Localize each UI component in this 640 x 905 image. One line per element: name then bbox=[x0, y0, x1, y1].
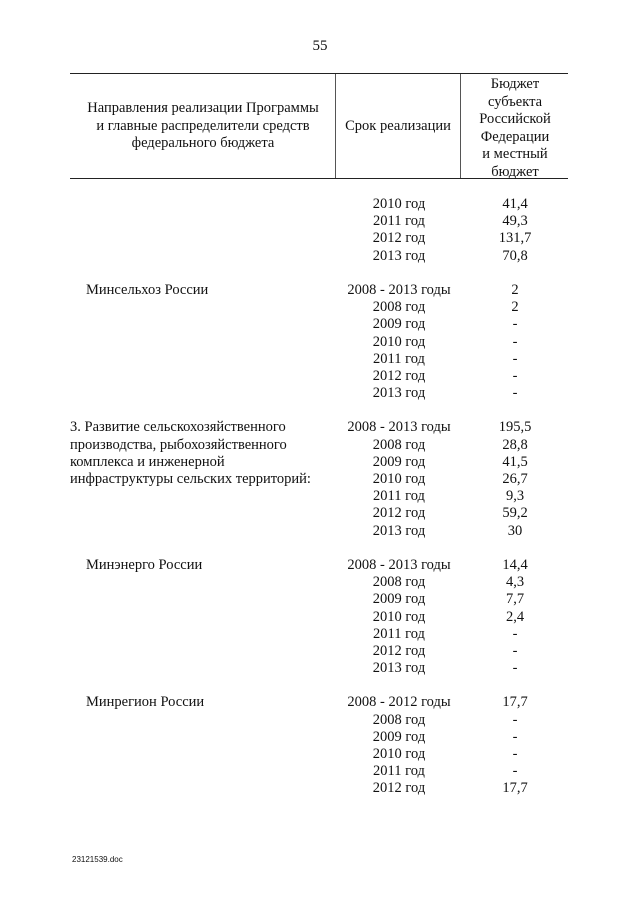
table-row bbox=[70, 230, 570, 247]
table-row bbox=[70, 488, 570, 505]
row-budget-value: - bbox=[512, 367, 518, 384]
row-period: 2009 год bbox=[372, 453, 426, 470]
row-period: 2010 год bbox=[372, 196, 426, 212]
row-period: 2011 год bbox=[373, 350, 425, 367]
row-period: 2011 год bbox=[373, 625, 425, 642]
row-period: 2008 - 2013 годы bbox=[347, 281, 451, 298]
row-budget-value: 30 bbox=[507, 522, 523, 539]
header-budget bbox=[462, 76, 568, 181]
table-row bbox=[70, 196, 570, 213]
header-budget-line: Бюджет bbox=[490, 76, 540, 92]
header-budget-line: Федерации bbox=[480, 128, 550, 145]
table-row bbox=[70, 626, 570, 643]
header-directions bbox=[72, 100, 334, 153]
row-period: 2009 год bbox=[372, 728, 426, 745]
row-budget-value: - bbox=[512, 385, 518, 402]
row-budget-value: 14,4 bbox=[502, 556, 528, 573]
row-budget-value: 131,7 bbox=[498, 230, 532, 247]
row-period: 2010 год bbox=[372, 471, 426, 487]
row-period: 2008 год bbox=[372, 436, 426, 453]
table-row bbox=[70, 729, 570, 746]
table-row bbox=[70, 574, 570, 591]
table-row bbox=[70, 746, 570, 763]
row-direction: инфраструктуры сельских территорий: bbox=[70, 471, 311, 487]
table-row bbox=[70, 712, 570, 729]
row-budget-value: 28,8 bbox=[502, 436, 528, 453]
row-budget-value: 70,8 bbox=[502, 247, 528, 264]
header-budget-line: бюджет bbox=[491, 163, 539, 180]
row-period: 2008 год bbox=[372, 574, 426, 591]
row-period: 2012 год bbox=[372, 780, 426, 797]
table-row bbox=[70, 471, 570, 488]
row-period: 2012 год bbox=[372, 642, 426, 659]
row-period: 2010 год bbox=[372, 746, 426, 762]
table-row bbox=[70, 609, 570, 626]
table-row bbox=[70, 282, 570, 299]
row-period: 2013 год bbox=[372, 385, 426, 402]
row-budget-value: 17,7 bbox=[502, 780, 528, 797]
row-budget-value: - bbox=[512, 642, 518, 659]
row-budget-value: 41,4 bbox=[502, 196, 528, 212]
table-body bbox=[70, 196, 570, 798]
row-direction: Минэнерго России bbox=[86, 556, 203, 573]
table-row bbox=[70, 368, 570, 385]
header-directions-line: и главные распределители средств bbox=[96, 117, 310, 134]
table-row bbox=[70, 780, 570, 797]
table-row bbox=[70, 213, 570, 230]
row-period: 2010 год bbox=[372, 608, 426, 625]
row-budget-value: - bbox=[512, 763, 518, 780]
row-budget-value: - bbox=[512, 660, 518, 677]
header-period: Срок реализации bbox=[345, 118, 451, 134]
header-column-divider bbox=[460, 74, 461, 178]
row-period: 2012 год bbox=[372, 505, 426, 522]
row-direction: комплекса и инженерной bbox=[70, 453, 225, 470]
row-budget-value: 17,7 bbox=[502, 694, 528, 711]
header-budget-line: субъекта bbox=[487, 93, 543, 110]
table-row bbox=[70, 437, 570, 454]
row-spacer bbox=[70, 402, 570, 419]
row-period: 2008 - 2013 годы bbox=[347, 556, 451, 573]
header-budget-line: и местный bbox=[482, 146, 548, 162]
row-budget-value: 2 bbox=[511, 281, 519, 298]
row-period: 2013 год bbox=[372, 522, 426, 539]
table-row bbox=[70, 694, 570, 711]
row-budget-value: 49,3 bbox=[502, 213, 528, 230]
table-row bbox=[70, 660, 570, 677]
row-period: 2011 год bbox=[373, 488, 425, 505]
table-row bbox=[70, 523, 570, 540]
row-budget-value: - bbox=[512, 746, 518, 762]
row-budget-value: 4,3 bbox=[505, 574, 525, 591]
row-period: 2011 год bbox=[373, 213, 425, 230]
table-row bbox=[70, 419, 570, 436]
row-period: 2008 год bbox=[372, 711, 426, 728]
row-budget-value: 2 bbox=[511, 299, 519, 316]
row-budget-value: 26,7 bbox=[502, 471, 528, 487]
row-period: 2009 год bbox=[372, 591, 426, 608]
row-budget-value: - bbox=[512, 728, 518, 745]
row-period: 2013 год bbox=[372, 247, 426, 264]
row-budget-value: - bbox=[512, 333, 518, 350]
row-period: 2012 год bbox=[372, 367, 426, 384]
row-period: 2008 - 2012 годы bbox=[347, 694, 451, 711]
row-budget-value: 9,3 bbox=[505, 488, 525, 505]
header-budget-line: Российской bbox=[479, 111, 551, 127]
row-budget-value: 41,5 bbox=[502, 453, 528, 470]
row-spacer bbox=[70, 265, 570, 282]
row-budget-value: - bbox=[512, 350, 518, 367]
row-budget-value: - bbox=[512, 711, 518, 728]
table-row bbox=[70, 316, 570, 333]
row-spacer bbox=[70, 540, 570, 557]
row-period: 2010 год bbox=[372, 333, 426, 350]
table-row bbox=[70, 557, 570, 574]
table-row bbox=[70, 454, 570, 471]
row-direction: Минсельхоз России bbox=[86, 281, 209, 298]
table-row bbox=[70, 763, 570, 780]
header-column-divider bbox=[335, 74, 336, 178]
table-top-rule bbox=[70, 73, 568, 74]
row-period: 2009 год bbox=[372, 316, 426, 333]
table-row bbox=[70, 505, 570, 522]
table-row bbox=[70, 351, 570, 368]
page-number: 55 bbox=[312, 38, 328, 54]
table-row bbox=[70, 334, 570, 351]
row-period: 2008 год bbox=[372, 299, 426, 316]
table-row bbox=[70, 591, 570, 608]
row-budget-value: 195,5 bbox=[498, 419, 532, 436]
row-budget-value: 59,2 bbox=[502, 505, 528, 522]
row-direction: 3. Развитие сельскохозяйственного bbox=[70, 419, 286, 436]
row-budget-value: 7,7 bbox=[505, 591, 525, 608]
header-directions-line: федерального бюджета bbox=[131, 135, 275, 151]
row-direction: производства, рыбохозяйственного bbox=[70, 436, 287, 453]
row-budget-value: - bbox=[512, 625, 518, 642]
row-period: 2011 год bbox=[373, 763, 425, 780]
table-row bbox=[70, 299, 570, 316]
row-budget-value: 2,4 bbox=[505, 608, 525, 625]
row-period: 2013 год bbox=[372, 660, 426, 677]
table-row bbox=[70, 385, 570, 402]
header-directions-line: Направления реализации Программы bbox=[87, 100, 319, 116]
table-row bbox=[70, 643, 570, 660]
row-period: 2012 год bbox=[372, 230, 426, 247]
table-row bbox=[70, 248, 570, 265]
document-filename: 23121539.doc bbox=[72, 855, 123, 864]
row-direction: Минрегион России bbox=[86, 694, 205, 711]
row-period: 2008 - 2013 годы bbox=[347, 419, 451, 436]
row-spacer bbox=[70, 677, 570, 694]
row-budget-value: - bbox=[512, 316, 518, 333]
